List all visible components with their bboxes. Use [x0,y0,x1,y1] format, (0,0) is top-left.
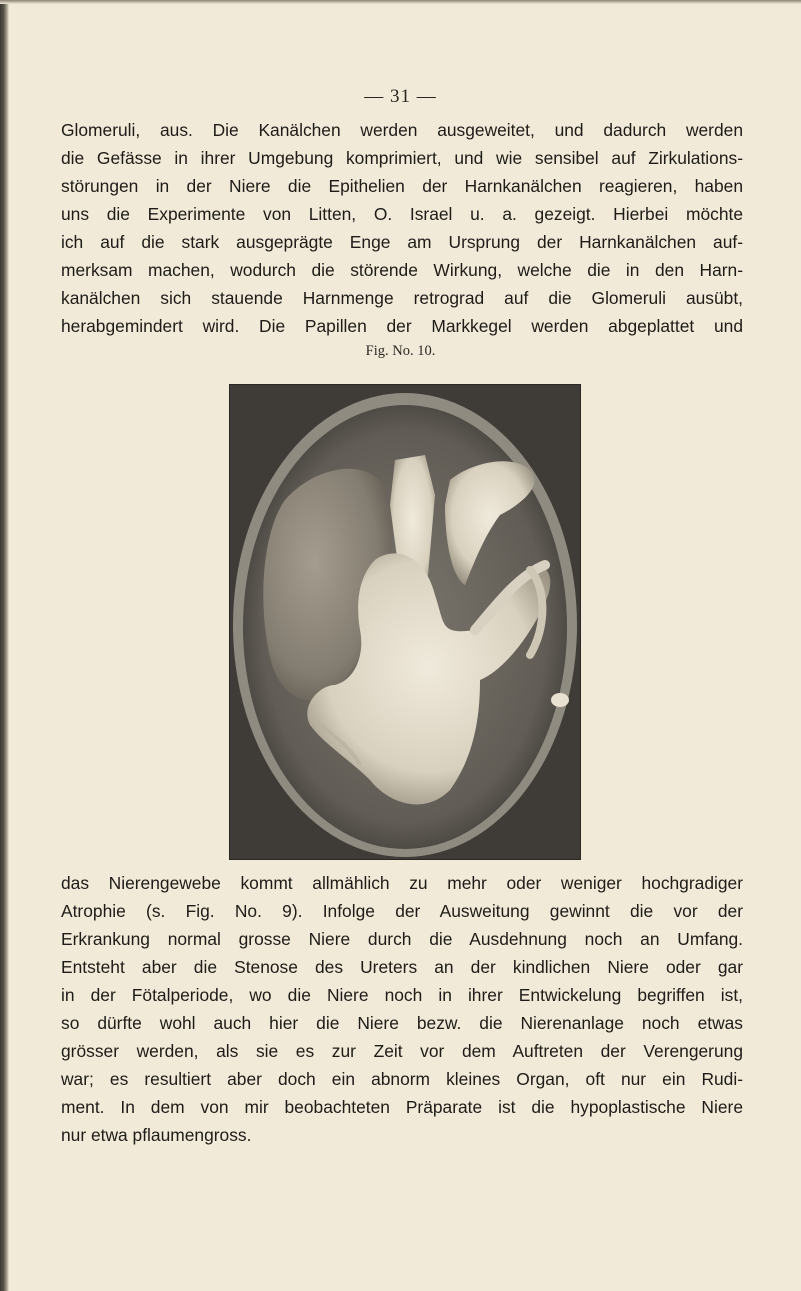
text-line: Glomeruli, aus. Die Kanälchen werden ausgeweitet, und dadurch werden [61,120,743,140]
text-line: die Gefässe in ihrer Umgebung komprimiert, und wie sensibel auf Zirkulations- [61,148,743,168]
text-line: so dürfte wohl auch hier die Niere bezw. die Nierenanlage noch etwas [61,1013,743,1033]
figure-caption: Fig. No. 10. [365,343,436,359]
text-line: ich auf die stark ausgeprägte Enge am Ursprung der Harnkanälchen auf- [61,232,743,252]
text-line: störungen in der Niere die Epithelien der Harnkanälchen reagieren, haben [61,176,743,196]
specimen-photo [230,385,580,859]
text-line: das Nierengewebe kommt allmählich zu mehr oder weniger hochgradiger [61,873,743,893]
page-number: — 31 — [364,86,437,107]
text-line: in der Fötalperiode, wo die Niere noch in ihrer Entwickelung begriffen ist, [61,985,743,1005]
text-line: grösser werden, als sie es zur Zeit vor dem Auftreten der Verengerung [61,1041,743,1061]
text-line: herabgemindert wird. Die Papillen der Markkegel werden abgeplattet und [61,316,743,336]
small-fragment [551,693,569,707]
binding-edge [0,0,9,1291]
text-line: merksam machen, wodurch die störende Wirkung, welche die in den Harn- [61,260,743,280]
text-line: kanälchen sich stauende Harnmenge retrograd auf die Glomeruli ausübt, [61,288,743,308]
text-line: Atrophie (s. Fig. No. 9). Infolge der Ausweitung gewinnt die vor der [61,901,743,921]
text-line: war; es resultiert aber doch ein abnorm kleines Organ, oft nur ein Rudi- [61,1069,743,1089]
paragraph-top [61,116,743,340]
text-line: Entsteht aber die Stenose des Ureters an der kindlichen Niere oder gar [61,957,743,977]
figure-photograph [230,385,580,859]
paragraph-bottom [61,869,743,1149]
text-line: Erkrankung normal grosse Niere durch die Ausdehnung noch an Umfang. [61,929,743,949]
text-line: nur etwa pflaumengross. [61,1125,252,1145]
text-line: ment. In dem von mir beobachteten Präparate ist die hypoplastische Niere [61,1097,743,1117]
page-top-edge [0,0,801,4]
text-line: uns die Experimente von Litten, O. Israel u. a. gezeigt. Hierbei möchte [61,204,743,224]
